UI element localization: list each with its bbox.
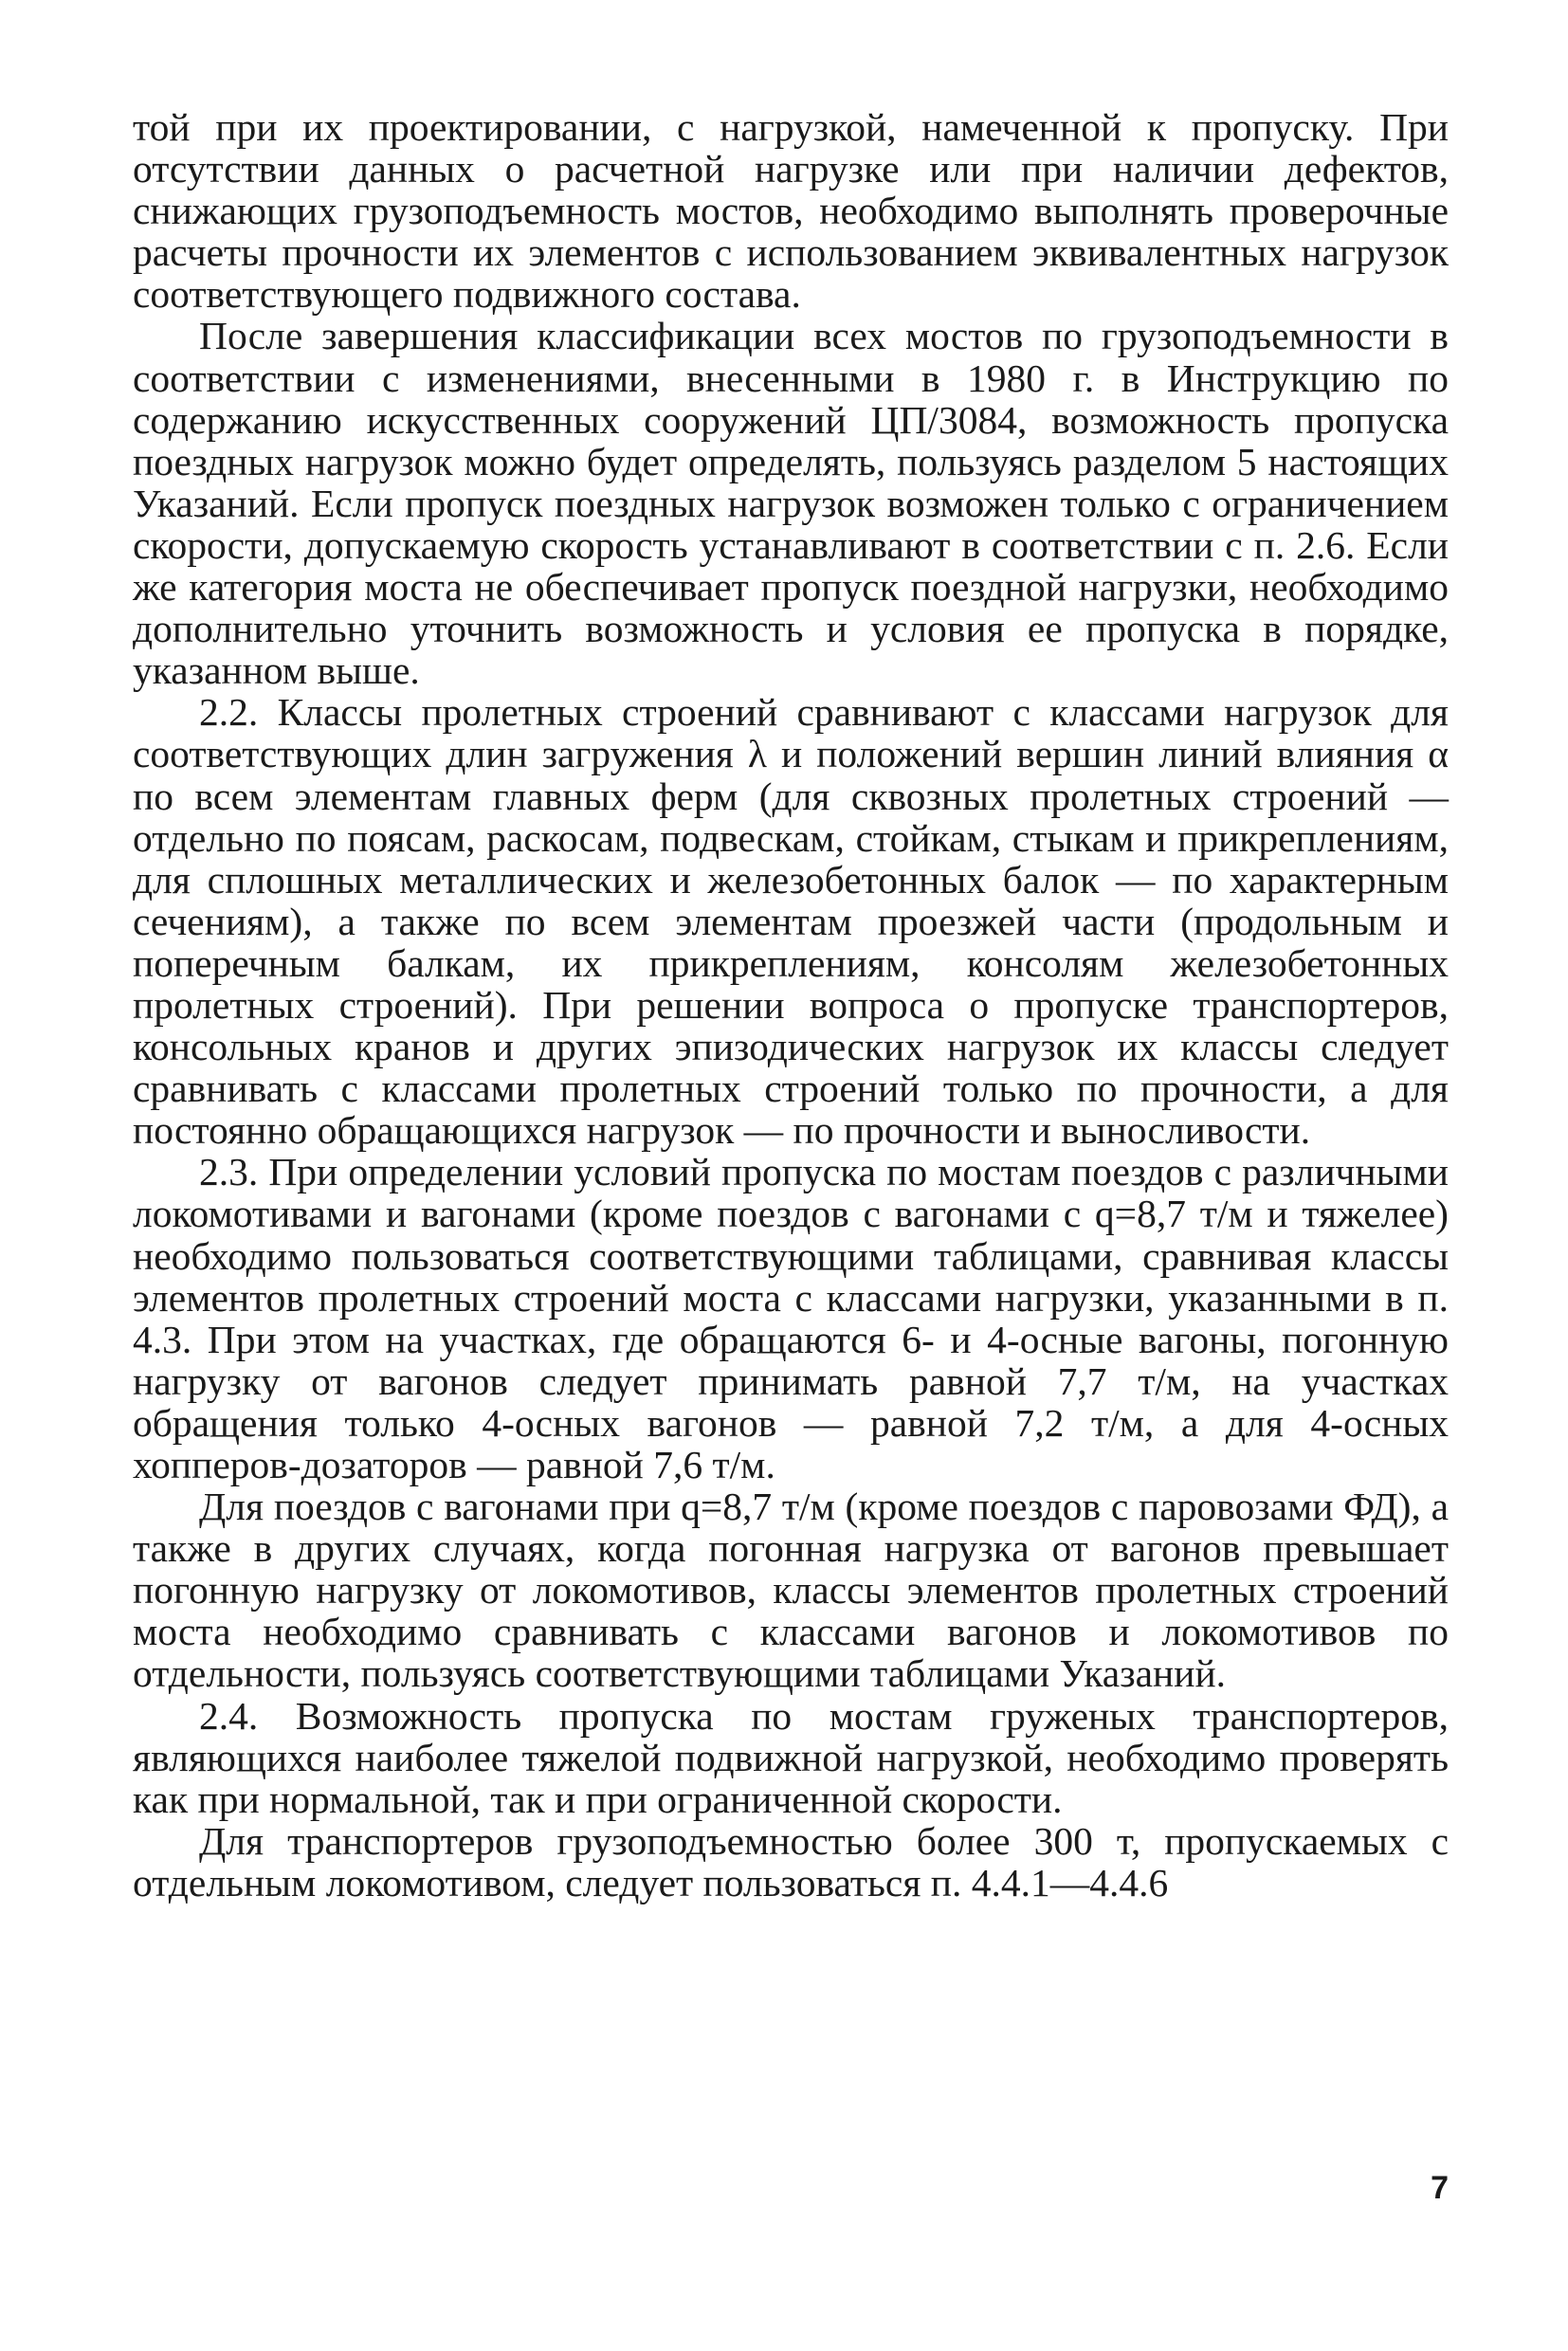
page-number: 7 xyxy=(1431,2170,1449,2206)
body-text xyxy=(133,106,1449,1904)
paragraph-classification: После завершения классификации всех мостов по грузоподъемности в соответствии с изменениями, внесенными в 1980 г. в Инструкцию по содержанию искусственных сооружений ЦП/3084, возможность пропуска поездных нагрузок можно будет определять, пользуясь разделом 5 настоящих Указаний. Если пропуск поездных нагрузок возможен только с ограничением скорости, допускаемую скорость устанавливают в соответствии с п. 2.6. Если же категория моста не обеспечивает пропуск поездной нагрузки, необходимо дополнительно уточнить возможность и условия ее пропуска в порядке, указанном выше. xyxy=(133,314,1449,693)
paragraph-continuation: той при их проектировании, с нагрузкой, намеченной к пропуску. При отсутствии данных о расчетной нагрузке или при наличии дефектов, снижающих грузоподъемность мостов, необходимо выполнять проверочные расчеты прочности их элементов с использованием эквивалентных нагрузок соответствующего подвижного состава. xyxy=(133,105,1449,317)
paragraph-2-2: 2.2. Классы пролетных строений сравнивают с классами нагрузок для соответствующих длин загружения λ и положений вершин линий влияния α по всем элементам главных ферм (для сквозных пролетных строений — отдельно по поясам, раскосам, подвескам, стойкам, стыкам и прикреплениям, для сплошных металлических и железобетонных балок — по характерным сечениям), а также по всем элементам проезжей части (продольным и поперечным балкам, их прикреплениям, консолям железобетонных пролетных строений). При решении вопроса о пропуске транспортеров, консольных кранов и других эпизодических нагрузок их классы следует сравнивать с классами пролетных строений только по прочности, а для постоянно обращающихся нагрузок — по прочности и выносливости. xyxy=(133,690,1449,1153)
paragraph-2-3: 2.3. При определении условий пропуска по мостам поездов с различными локомотивами и вагонами (кроме поездов с вагонами с q=8,7 т/м и тяжелее) необходимо пользоваться соответствующими таблицами, сравнивая классы элементов пролетных строений моста с классами нагрузки, указанными в п. 4.3. При этом на участках, где обращаются 6- и 4-осные вагоны, погонную нагрузку от вагонов следует принимать равной 7,7 т/м, на участках обращения только 4-осных вагонов — равной 7,2 т/м, а для 4-осных хопперов-дозаторов — равной 7,6 т/м. xyxy=(133,1150,1449,1486)
paragraph-2-3-continued: Для поездов с вагонами при q=8,7 т/м (кроме поездов с паровозами ФД), а также в других случаях, когда погонная нагрузка от вагонов превышает погонную нагрузку от локомотивов, классы элементов пролетных строений моста необходимо сравнивать с классами вагонов и локомотивов по отдельности, пользуясь соответствующими таблицами Указаний. xyxy=(133,1485,1449,1696)
paragraph-2-4-continued: Для транспортеров грузоподъемностью более 300 т, пропускаемых с отдельным локомотивом, следует пользоваться п. 4.4.1—4.4.6 xyxy=(133,1818,1449,1904)
paragraph-2-4: 2.4. Возможность пропуска по мостам груженых транспортеров, являющихся наиболее тяжелой подвижной нагрузкой, необходимо проверять как при нормальной, так и при ограниченной скорости. xyxy=(133,1693,1449,1821)
